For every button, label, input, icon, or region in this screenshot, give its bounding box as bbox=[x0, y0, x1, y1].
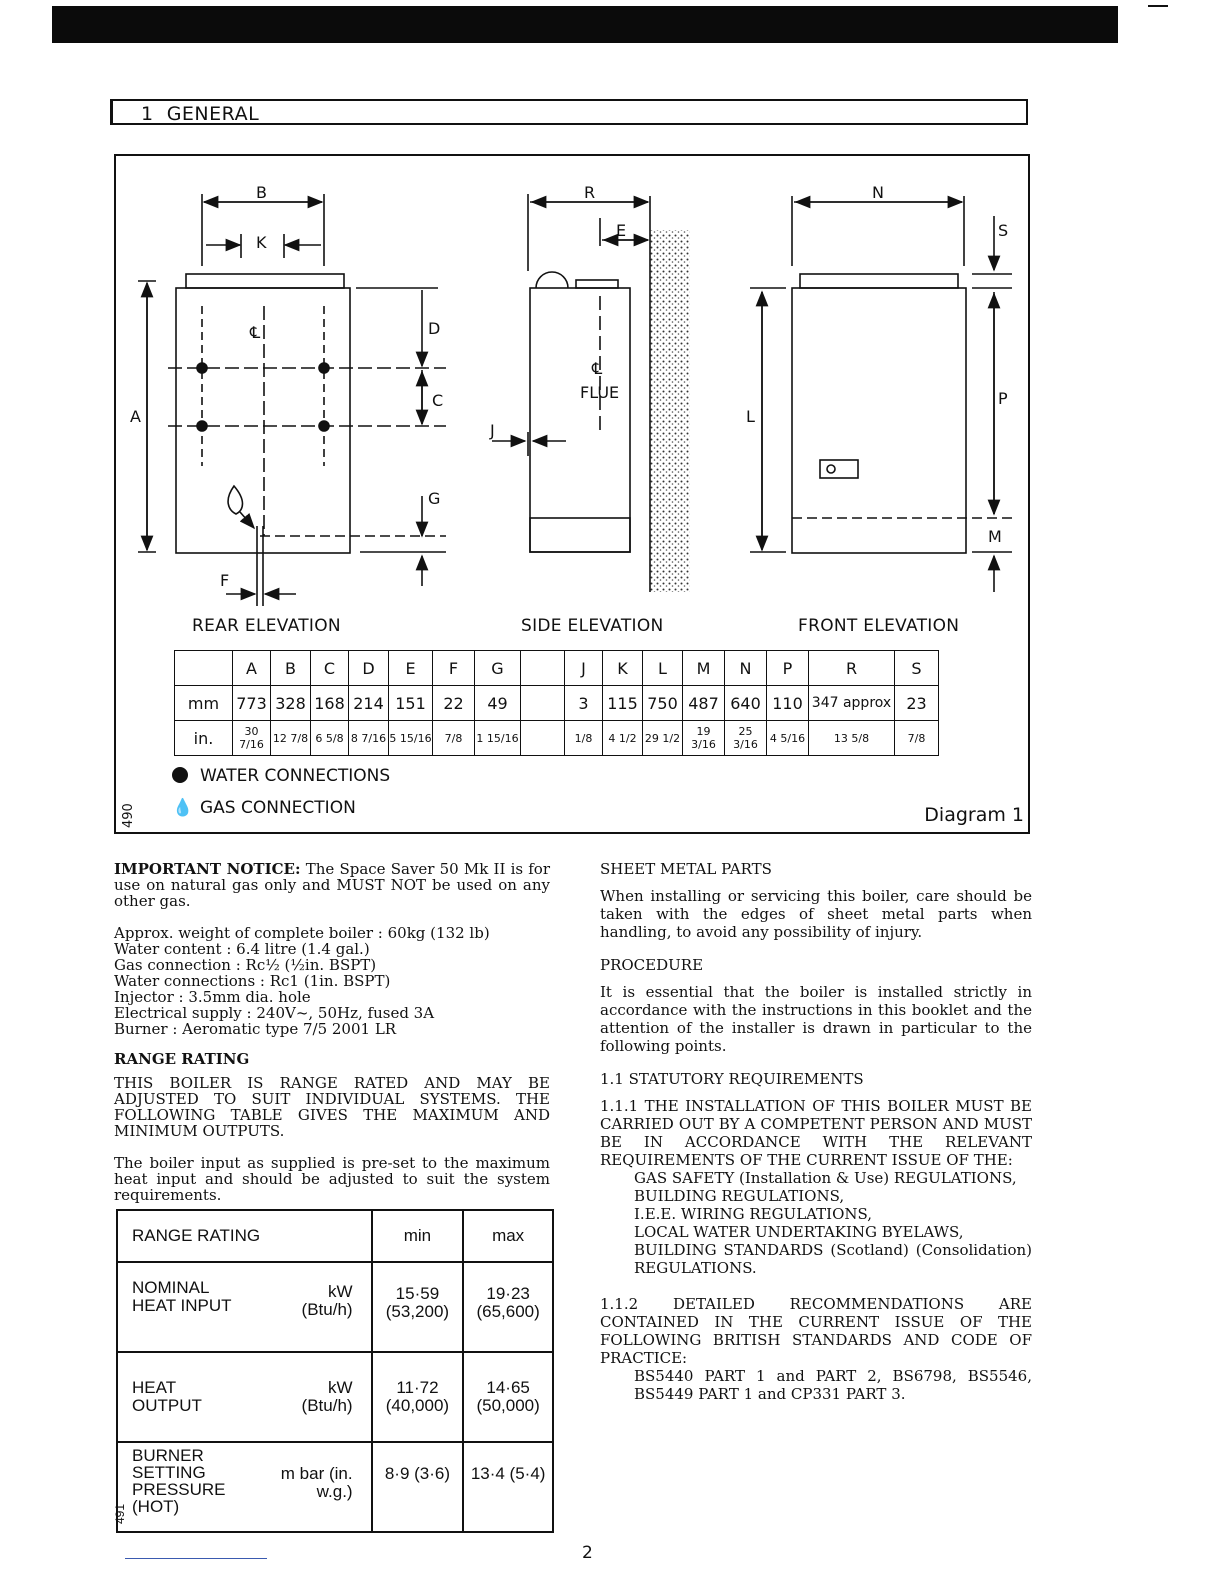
diagram-1 bbox=[114, 154, 1030, 834]
spec-line: Water connections : Rc1 (1in. BSPT) bbox=[114, 972, 391, 990]
water-connection-icon bbox=[172, 767, 188, 783]
range-row-unit: kW (Btu/h) bbox=[301, 1378, 353, 1415]
dim-inch-row bbox=[175, 721, 939, 756]
dim-cell: 49 bbox=[475, 686, 521, 721]
dim-cell: 347 approx bbox=[809, 686, 895, 721]
dim-header-cell: M bbox=[683, 651, 725, 686]
dim-label-k: K bbox=[256, 233, 267, 252]
dim-cell: 7/8 bbox=[433, 721, 475, 756]
dim-header-cell: R bbox=[809, 651, 895, 686]
front-elevation-drawing bbox=[750, 196, 1012, 592]
dim-header-cell: L bbox=[643, 651, 683, 686]
side-elevation-label: SIDE ELEVATION bbox=[521, 616, 664, 636]
dim-cell: 5 15/16 bbox=[389, 721, 433, 756]
dim-label-n: P bbox=[998, 389, 1008, 408]
regulation-item: BUILDING STANDARDS (Scotland) (Consolidation) REGULATIONS. bbox=[634, 1241, 1032, 1277]
sheet-metal-heading: SHEET METAL PARTS bbox=[600, 860, 772, 878]
range-header-label: RANGE RATING bbox=[117, 1210, 372, 1262]
dim-label-a: A bbox=[130, 407, 141, 426]
procedure-heading: PROCEDURE bbox=[600, 956, 704, 974]
dim-cell: 29 1/2 bbox=[643, 721, 683, 756]
dim-header-cell: K bbox=[603, 651, 643, 686]
page-number: 2 bbox=[582, 1543, 593, 1563]
dim-cell: 13 5/8 bbox=[809, 721, 895, 756]
range-row bbox=[117, 1352, 553, 1442]
dim-header-cell bbox=[175, 651, 233, 686]
top-dash bbox=[1148, 5, 1168, 7]
range-row-max: 13·4 (5·4) bbox=[463, 1442, 553, 1532]
flue-label: FLUE bbox=[580, 383, 620, 402]
rear-elevation-drawing bbox=[138, 194, 446, 606]
important-notice bbox=[114, 861, 550, 909]
dim-label-e: E bbox=[616, 221, 627, 240]
range-row-unit: m bar (in. w.g.) bbox=[280, 1464, 353, 1501]
preset-text: The boiler input as supplied is pre-set to the maximum heat input and should be adjusted to suit the system requirements. bbox=[114, 1154, 550, 1204]
range-header-row bbox=[117, 1210, 553, 1262]
dim-header-cell bbox=[521, 651, 565, 686]
diagram-caption: Diagram 1 bbox=[924, 804, 1024, 826]
range-row-label: BURNER SETTING PRESSURE (HOT) bbox=[132, 1446, 226, 1516]
range-row-min: 15·59 (53,200) bbox=[372, 1262, 464, 1352]
dim-cell: 151 bbox=[389, 686, 433, 721]
dim-header-cell: N bbox=[725, 651, 767, 686]
dim-header-cell: S bbox=[895, 651, 939, 686]
range-row-label: NOMINAL HEAT INPUT bbox=[132, 1278, 232, 1315]
rear-centreline-symbol: ℄ bbox=[250, 323, 261, 342]
statutory-item-2 bbox=[600, 1295, 1032, 1367]
range-row-max: 14·65 (50,000) bbox=[463, 1352, 553, 1442]
statutory-heading: 1.1 STATUTORY REQUIREMENTS bbox=[600, 1070, 864, 1088]
range-rating-table bbox=[113, 1209, 554, 1533]
flue-centreline-symbol: ℄ bbox=[592, 359, 603, 378]
item-1-text: THE INSTALLATION OF THIS BOILER MUST BE CARRIED OUT BY A COMPETENT PERSON AND MUST BE IN ACCORDANCE WITH THE RELEVANT REQUIREMENTS OF THE CURRENT ISSUE OF THE: bbox=[600, 1097, 1033, 1169]
range-rating-text: THIS BOILER IS RANGE RATED AND MAY BE ADJUSTED TO SUIT INDIVIDUAL SYSTEMS. THE FOLLOWING TABLE GIVES THE MAXIMUM AND MINIMUM OUTPUTS. bbox=[114, 1074, 550, 1140]
dim-cell: 25 3/16 bbox=[725, 721, 767, 756]
dim-cell: 4 5/16 bbox=[767, 721, 809, 756]
dim-cell: 168 bbox=[311, 686, 349, 721]
section-number: 1 bbox=[141, 103, 154, 125]
legend-water bbox=[172, 766, 390, 786]
range-row-min: 8·9 (3·6) bbox=[372, 1442, 464, 1532]
front-elevation-label: FRONT ELEVATION bbox=[798, 616, 960, 636]
dim-label-c: C bbox=[432, 391, 444, 410]
dim-cell: 640 bbox=[725, 686, 767, 721]
range-rating-heading: RANGE RATING bbox=[114, 1050, 250, 1068]
sheet-metal-text: When installing or servicing this boiler, care should be taken with the edges of sheet metal parts when handling, to avoid any possibility of injury. bbox=[600, 887, 1032, 941]
range-table-code: 491 bbox=[113, 1503, 128, 1525]
spec-line: Burner : Aeromatic type 7/5 2001 LR bbox=[114, 1020, 397, 1038]
dim-label-m: N bbox=[872, 183, 884, 202]
dim-cell bbox=[521, 686, 565, 721]
dim-label-d: D bbox=[428, 319, 441, 338]
range-row bbox=[117, 1442, 553, 1532]
dim-label-s: S bbox=[998, 221, 1009, 240]
item-2-number: 1.1.2 bbox=[600, 1295, 639, 1313]
section-heading bbox=[110, 99, 1028, 125]
range-row-label: HEAT OUTPUT bbox=[132, 1378, 202, 1415]
dim-cell: 8 7/16 bbox=[349, 721, 389, 756]
dim-cell: 487 bbox=[683, 686, 725, 721]
left-column bbox=[114, 861, 550, 1203]
dim-header-cell: G bbox=[475, 651, 521, 686]
diagram-side-code: 490 bbox=[121, 803, 136, 828]
dim-cell: 23 bbox=[895, 686, 939, 721]
dim-cell: 750 bbox=[643, 686, 683, 721]
range-header-max: max bbox=[463, 1210, 553, 1262]
dim-cell: mm bbox=[175, 686, 233, 721]
notice-text: The Space Saver 50 Mk II is for use on natural gas only and MUST NOT be used on any other gas. bbox=[114, 860, 550, 910]
statutory-item-1 bbox=[600, 1097, 1032, 1169]
dim-cell: 12 7/8 bbox=[271, 721, 311, 756]
notice-heading: IMPORTANT NOTICE: bbox=[114, 860, 301, 878]
dim-header-cell: E bbox=[389, 651, 433, 686]
top-black-bar bbox=[52, 6, 1118, 43]
dim-header-cell: F bbox=[433, 651, 475, 686]
right-column bbox=[600, 861, 1032, 1403]
dim-cell: in. bbox=[175, 721, 233, 756]
dim-cell: 30 7/16 bbox=[233, 721, 271, 756]
range-row-max: 19·23 (65,600) bbox=[463, 1262, 553, 1352]
dim-cell: 3 bbox=[565, 686, 603, 721]
dim-header-row bbox=[175, 651, 939, 686]
spec-line: Approx. weight of complete boiler : 60kg (132 lb) bbox=[114, 924, 490, 942]
regulation-item: GAS SAFETY (Installation & Use) REGULATIONS, bbox=[634, 1169, 1017, 1187]
range-row-min: 11·72 (40,000) bbox=[372, 1352, 464, 1442]
item-1-number: 1.1.1 bbox=[600, 1097, 639, 1115]
dim-label-b: B bbox=[256, 183, 267, 202]
dim-header-cell: B bbox=[271, 651, 311, 686]
spec-line: Injector : 3.5mm dia. hole bbox=[114, 988, 311, 1006]
dim-cell: 773 bbox=[233, 686, 271, 721]
dim-label-j: J bbox=[490, 421, 495, 440]
spec-line: Gas connection : Rc½ (½in. BSPT) bbox=[114, 956, 377, 974]
dim-cell: 7/8 bbox=[895, 721, 939, 756]
dim-cell: 22 bbox=[433, 686, 475, 721]
legend-gas bbox=[172, 798, 356, 818]
legend-gas-label: GAS CONNECTION bbox=[200, 798, 356, 818]
dim-header-cell: J bbox=[565, 651, 603, 686]
dim-cell: 328 bbox=[271, 686, 311, 721]
dim-header-cell: C bbox=[311, 651, 349, 686]
dim-header-cell: P bbox=[767, 651, 809, 686]
legend-water-label: WATER CONNECTIONS bbox=[200, 766, 391, 786]
dim-cell: 6 5/8 bbox=[311, 721, 349, 756]
range-row bbox=[117, 1262, 553, 1352]
dim-label-p: M bbox=[988, 527, 1002, 546]
spec-line: Electrical supply : 240V~, 50Hz, fused 3A bbox=[114, 1004, 435, 1022]
dim-label-r: R bbox=[584, 183, 596, 202]
regulation-item: BUILDING REGULATIONS, bbox=[634, 1187, 845, 1205]
dimensions-table bbox=[174, 650, 939, 756]
dim-mm-row bbox=[175, 686, 939, 721]
dim-cell bbox=[521, 721, 565, 756]
range-row-unit: kW (Btu/h) bbox=[301, 1282, 353, 1319]
dim-header-cell: A bbox=[233, 651, 271, 686]
item-2-text: DETAILED RECOMMENDATIONS ARE CONTAINED IN THE CURRENT ISSUE OF THE FOLLOWING BRITISH STANDARDS AND CODE OF PRACTICE: bbox=[600, 1295, 1032, 1367]
dim-cell: 115 bbox=[603, 686, 643, 721]
dim-cell: 110 bbox=[767, 686, 809, 721]
dim-cell: 19 3/16 bbox=[683, 721, 725, 756]
gas-flame-icon: 💧 bbox=[172, 798, 194, 818]
regulation-item: I.E.E. WIRING REGULATIONS, bbox=[634, 1205, 873, 1223]
regulation-item: LOCAL WATER UNDERTAKING BYELAWS, bbox=[634, 1223, 964, 1241]
dim-header-cell: D bbox=[349, 651, 389, 686]
footer-rule bbox=[125, 1558, 267, 1559]
dim-cell: 1 15/16 bbox=[475, 721, 521, 756]
dim-cell: 1/8 bbox=[565, 721, 603, 756]
dim-cell: 214 bbox=[349, 686, 389, 721]
procedure-text: It is essential that the boiler is installed strictly in accordance with the instructions in this booklet and the attention of the installer is drawn in particular to the following points. bbox=[600, 983, 1032, 1055]
dim-label-l: L bbox=[746, 407, 755, 426]
dim-label-g: G bbox=[428, 489, 441, 508]
rear-elevation-label: REAR ELEVATION bbox=[192, 616, 341, 636]
section-title: GENERAL bbox=[166, 103, 260, 125]
spec-line: Water content : 6.4 litre (1.4 gal.) bbox=[114, 940, 370, 958]
range-header-min: min bbox=[372, 1210, 464, 1262]
dim-cell: 4 1/2 bbox=[603, 721, 643, 756]
item-2-references: BS5440 PART 1 and PART 2, BS6798, BS5546, BS5449 PART 1 and CP331 PART 3. bbox=[634, 1367, 1032, 1403]
dim-label-f: F bbox=[220, 571, 230, 590]
